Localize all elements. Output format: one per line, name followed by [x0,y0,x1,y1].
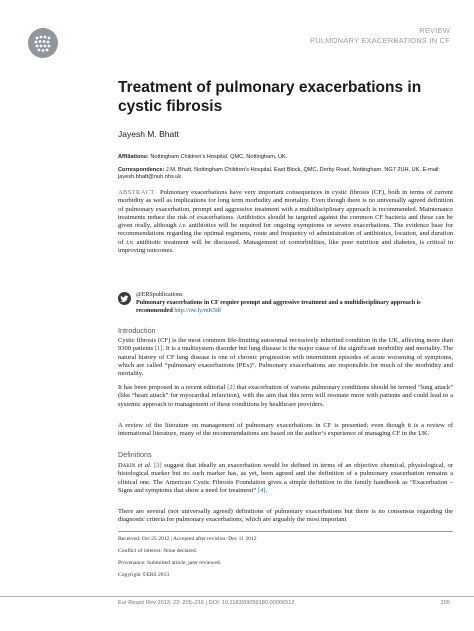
tweet-link[interactable]: http://ow.ly/mK5df [174,308,222,314]
abstract-text-1: Pulmonary exacerbations have very important consequences in cystic fibrosis (CF), both in terms of current morbidity as well as implications for long term morbidity and mortality. Even though there is no universally agreed definition of pulmonary exacerbation, prompt and aggressive treatment with a multidisciplinary approach is recommended. Maintenance treatments reduce the risk of exacerbations. Antibiotics should be targeted against the common CF bacteria and these can be given orally, although [118,189,453,229]
footnote-divider [118,531,453,532]
article-title: Treatment of pulmonary exacerbations in cystic fibrosis [118,79,422,115]
abstract [118,189,453,255]
author-name: Jayesh M. Bhatt [118,129,179,139]
footer-citation: Eur Respir Rev 2013; 22: 205–216 | DOI: 10.1183/09059180.00006512 [118,600,295,606]
abstract-text-3: antibiotic treatment will be discussed. Management of comorbidities, like poor nutrition and diabetes, is critical in improving outcomes. [118,238,453,254]
introduction-paragraph-3: A review of the literature on management of pulmonary exacerbations in CF is presented; even though it is a review of international literature, many of the recommendations are based on the author’s experience of managing CF in the UK. [118,422,453,438]
tweet-handle: @ERSpublications [136,292,183,298]
received-dates: Received: Oct 25 2012 | Accepted after revision: Dec 11 2012 [118,536,257,542]
provenance: Provenance: Submitted article, peer reviewed. [118,560,222,566]
introduction-paragraph-1 [118,337,453,378]
definitions-heading: Definitions [118,450,152,459]
affiliations-label: Affiliations: [118,154,149,160]
intro-p1-text-1: Cystic fibrosis (CF) is the most common life-limiting autosomal recessively inherited condition in the UK, affecting more than 9300 patients [118,337,453,353]
correspondence-text: J.M. Bhatt, Nottingham Children’s Hospital, East Block, QMC, Derby Road, Nottingham, NG7 2UH, UK. E-mail: jayesh.bhatt@nuh.nhs.uk [118,167,440,181]
abstract-iv-1: i.v. [178,222,187,229]
intro-p2-text-1: It has been proposed in a recent editorial [118,384,228,391]
correspondence-label: Correspondence: [118,167,165,173]
abstract-iv-2: i.v. [126,238,134,246]
abstract-text-2: antibiotics will be required for ongoing symptoms or severe exacerbations. The evidence base for recommendations regarding the optimal regimens, route and frequency of administration of antibiotics, location, and duration of [118,222,453,246]
footer-divider [0,596,474,597]
copyright: Copyright ©ERS 2013 [118,572,170,578]
twitter-bird-glyph [118,292,131,305]
intro-p1-text-2: . It is a multisystem disorder but lung disease is the major cause of the significant morbidity and mortality. The natural history of CF lung disease is one of chronic progression with intermittent episodes of acute worsening of symptoms, which are called “pulmonary exacerbations (PEx)”. Pulmonary exacerbations are responsible for much of the morbidity and mortality. [118,345,453,377]
correspondence [118,167,453,182]
ers-logo-dots [28,28,58,58]
subsection-label: PULMONARY EXACERBATIONS IN CF [310,36,450,45]
def-p1-author: Dakin [118,462,136,469]
section-tag [310,26,450,46]
ref-link-4[interactable]: [4] [257,486,266,494]
page-number: 205 [440,600,450,606]
def-p1-text-3: . [265,486,268,494]
tweet-box [136,291,454,315]
def-p1-et-al: et al. [135,462,155,469]
definitions-paragraph-2: There are several (not universally agreed) definitions of pulmonary exacerbations but there is no consensus regarding the diagnostic criteria for pulmonary exacerbations, which are arguably the most important [118,508,453,524]
section-label: REVIEW [419,26,450,35]
ref-link-2[interactable]: [2] [227,384,235,391]
def-p1-text-2: suggest that ideally an exacerbation would be defined in terms of an objective chemical, physiological, or histological marker but no such marker has, as yet, been agreed and the definition of a pulmonary exacerbation remains a clinical one. The American Cystic Fibrosis Foundation gives a simple definition in the family handbook as “Exacerbation – Signs and symptoms that show a need for treatment” [118,462,453,494]
introduction-paragraph-2 [118,384,453,409]
definitions-paragraph-1 [118,462,453,495]
affiliations [118,154,453,161]
ref-link-1[interactable]: [1] [154,345,163,353]
twitter-icon [118,292,131,305]
ref-link-3[interactable]: [3] [154,462,162,469]
abstract-label: ABSTRACT [118,189,155,196]
ers-logo-icon [28,28,58,58]
introduction-heading: Introduction [118,326,156,335]
affiliations-text: Nottingham Children’s Hospital, QMC, Nottingham, UK. [150,154,288,160]
tweet-message: Pulmonary exacerbations in CF require prompt and aggressive treatment and a multidisciplinary approach is recommended [136,300,421,314]
conflict-of-interest: Conflict of interest: None declared. [118,548,198,554]
intro-p2-text-2: that exacerbation of various pulmonary conditions should be termed “lung attack” (like “heart attack” for myocardial infarction), with the aim that this term will resonate more with patients and could lead to a systemic approach to management of these conditions by healthcare providers. [118,384,454,408]
